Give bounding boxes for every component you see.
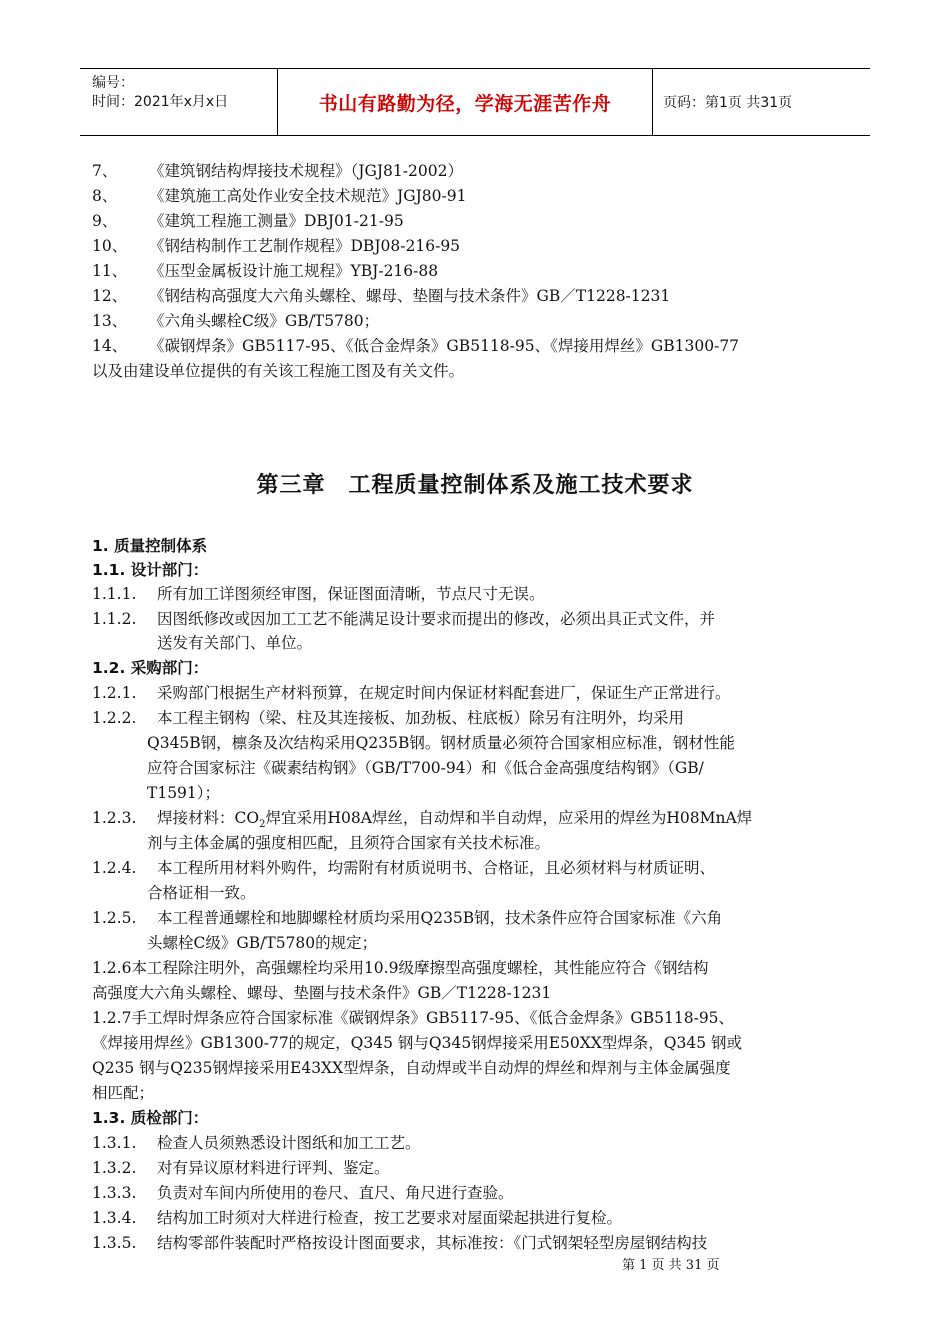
reference-item: 14、 《碳钢焊条》GB5117-95、《低合金焊条》GB5118-95、《焊接用焊丝》GB1300-77	[92, 337, 740, 355]
section-heading: 1. 质量控制体系	[92, 537, 208, 555]
paragraph-continuation: 送发有关部门、单位。	[157, 634, 313, 652]
paragraph: 1.2.7手工焊时焊条应符合国家标准《碳钢焊条》GB5117-95、《低合金焊条》GB5118-95、	[92, 1009, 735, 1027]
paragraph-continuation: 《焊接用焊丝》GB1300-77的规定，Q345 钢与Q345钢焊接采用E50XX型焊条，Q345 钢或	[92, 1034, 743, 1052]
reference-item: 7、 《建筑钢结构焊接技术规程》（JGJ81-2002）	[92, 162, 463, 180]
paragraph-continuation: Q235 钢与Q235钢焊接采用E43XX型焊条，自动焊或半自动焊的焊丝和焊剂与主体金属强度	[92, 1059, 731, 1077]
header-page-info: 页码：第1页 共31页	[663, 95, 793, 111]
chapter-title: 第三章 工程质量控制体系及施工技术要求	[256, 473, 694, 498]
paragraph: 1.3.3. 负责对车间内所使用的卷尺、直尺、角尺进行查验。	[92, 1184, 514, 1202]
reference-item: 13、 《六角头螺栓C级》GB/T5780；	[92, 312, 380, 330]
reference-item: 9、 《建筑工程施工测量》DBJ01-21-95	[92, 212, 404, 230]
reference-tail: 以及由建设单位提供的有关该工程施工图及有关文件。	[92, 362, 465, 380]
paragraph-continuation: 头螺栓C级》GB/T5780的规定；	[147, 934, 378, 952]
header-left-cell	[80, 69, 278, 135]
paragraph-continuation: T1591）；	[147, 784, 221, 802]
paragraph: 1.2.6本工程除注明外，高强螺栓均采用10.9级摩擦型高强度螺栓，其性能应符合《钢结构	[92, 959, 709, 977]
subsection-heading: 1.2. 采购部门：	[92, 659, 209, 677]
subsection-heading: 1.3. 质检部门：	[92, 1109, 209, 1127]
paragraph: 1.3.4. 结构加工时须对大样进行检查，按工艺要求对屋面梁起拱进行复检。	[92, 1209, 623, 1227]
paragraph-continuation: 高强度大六角头螺栓、螺母、垫圈与技术条件》GB／T1228-1231	[92, 984, 552, 1002]
paragraph-continuation: 应符合国家标注《碳素结构钢》（GB/T700-94）和《低合金高强度结构钢》（GB/	[147, 759, 704, 777]
paragraph: 1.2.1. 采购部门根据生产材料预算，在规定时间内保证材料配套进厂，保证生产正常进行。	[92, 684, 731, 702]
paragraph-continuation: 剂与主体金属的强度相匹配，且须符合国家有关技术标准。	[147, 834, 551, 852]
reference-item: 12、 《钢结构高强度大六角头螺栓、螺母、垫圈与技术条件》GB／T1228-1231	[92, 287, 671, 305]
header-motto: 书山有路勤为径，学海无涯苦作舟	[278, 69, 653, 135]
paragraph-continuation: 相匹配；	[92, 1084, 155, 1102]
paragraph: 1.2.5. 本工程普通螺栓和地脚螺栓材质均采用Q235B钢，技术条件应符合国家标准《六角	[92, 909, 723, 927]
subsection-heading: 1.1. 设计部门：	[92, 561, 209, 579]
paragraph: 1.2.3. 焊接材料：$CO_2$焊宜采用H08A焊丝，自动焊和半自动焊，应采用的焊丝为H08MnA焊	[92, 809, 753, 831]
paragraph: 1.3.1. 检查人员须熟悉设计图纸和加工工艺。	[92, 1134, 421, 1152]
paragraph: 1.2.2. 本工程主钢构（梁、柱及其连接板、加劲板、柱底板）除另有注明外，均采用	[92, 709, 685, 727]
paragraph: 1.3.2. 对有异议原材料进行评判、鉴定。	[92, 1159, 390, 1177]
paragraph: 1.1.1. 所有加工详图须经审图，保证图面清晰，节点尺寸无误。	[92, 585, 545, 603]
page-header	[80, 68, 870, 136]
code-label: 编号：	[92, 75, 134, 91]
paragraph: 1.1.2. 因图纸修改或因加工工艺不能满足设计要求而提出的修改，必须出具正式文件，并	[92, 610, 716, 628]
reference-item: 10、 《钢结构制作工艺制作规程》DBJ08-216-95	[92, 237, 461, 255]
reference-item: 11、 《压型金属板设计施工规程》YBJ-216-88	[92, 262, 439, 280]
paragraph: 1.2.4. 本工程所用材料外购件，均需附有材质说明书、合格证，且必须材料与材质证明、	[92, 859, 716, 877]
page-footer: 第 1 页 共 31 页	[622, 1258, 720, 1273]
paragraph-continuation: 合格证相一致。	[147, 884, 256, 902]
date-label: 时间：2021年x月x日	[92, 94, 229, 110]
paragraph: 1.3.5. 结构零部件装配时严格按设计图面要求，其标准按：《门式钢架轻型房屋钢结构技	[92, 1234, 708, 1252]
reference-item: 8、 《建筑施工高处作业安全技术规范》JGJ80-91	[92, 187, 467, 205]
paragraph-continuation: Q345B钢，檩条及次结构采用Q235B钢。钢材质量必须符合国家相应标准，钢材性能	[147, 734, 735, 752]
